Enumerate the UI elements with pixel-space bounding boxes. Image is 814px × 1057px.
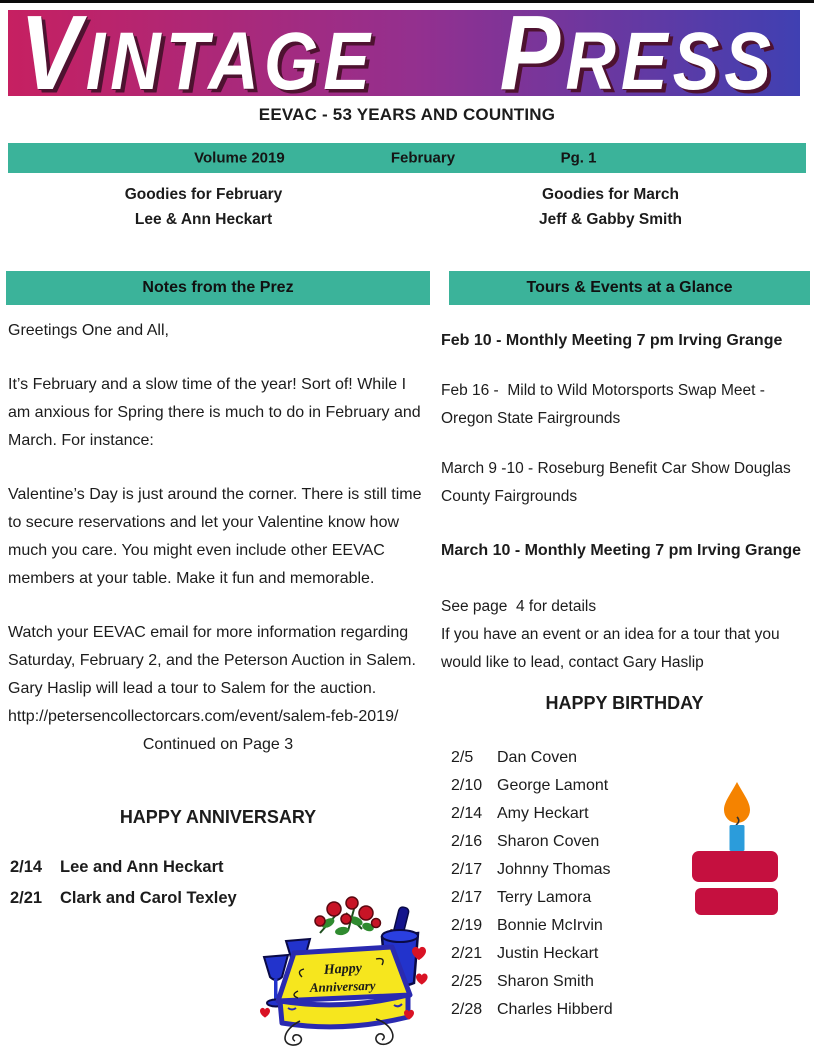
anniversary-names: Clark and Carol Texley [60, 889, 237, 907]
birthday-name: Justin Heckart [497, 945, 599, 962]
birthday-row [451, 856, 701, 884]
birthday-name: Bonnie McIrvin [497, 917, 603, 934]
notes-paragraph-text: Watch your EEVAC email for more information regarding Saturday, February 2, and the Peterson Auction in Salem. Gary Haslip will lead a tour to Salem for the auction. [8, 624, 421, 697]
goodies-march-title: Goodies for March [542, 186, 679, 203]
birthday-date: 2/10 [451, 777, 483, 794]
flame [724, 782, 750, 823]
issue-info-bar [8, 143, 806, 173]
candle [730, 825, 745, 851]
anniversary-row [10, 852, 430, 883]
birthday-name: Amy Heckart [497, 805, 589, 822]
roses-cluster [315, 897, 381, 936]
birthday-date: 2/14 [451, 805, 483, 822]
event-item: March 9 -10 - Roseburg Benefit Car Show Douglas County Fairgrounds [441, 460, 796, 505]
birthday-name: Charles Hibberd [497, 1001, 613, 1018]
auction-url-text: http://petersencollectorcars.com/event/salem-feb-2019/ [8, 708, 399, 725]
two-column-body [6, 271, 810, 1057]
cake-top-layer [692, 851, 778, 882]
birthday-name: George Lamont [497, 777, 609, 794]
events-column [439, 271, 810, 1057]
birthday-date: 2/17 [451, 889, 483, 906]
birthday-date: 2/28 [451, 1001, 483, 1018]
notes-paragraph [8, 619, 424, 731]
birthday-date: 2/16 [451, 833, 483, 850]
birthday-row [451, 968, 701, 996]
birthday-name: Sharon Smith [497, 973, 594, 990]
goodies-march-names: Jeff & Gabby Smith [539, 211, 682, 228]
birthday-heading: HAPPY BIRTHDAY [545, 693, 704, 713]
birthday-row [451, 828, 701, 856]
event-item: Feb 10 - Monthly Meeting 7 pm Irving Grange [441, 332, 783, 349]
goodies-february-block [0, 182, 407, 232]
birthday-date: 2/17 [451, 861, 483, 878]
events-section-banner: Tours & Events at a Glance [449, 271, 810, 305]
birthday-name: Dan Coven [497, 749, 578, 766]
page-number-label: Pg. 1 [560, 149, 597, 167]
birthday-row [451, 940, 701, 968]
volume-label: Volume 2019 [194, 149, 285, 167]
month-label: February [390, 149, 456, 167]
anniversary-date: 2/14 [10, 858, 43, 876]
newsletter-subtitle: EEVAC - 53 YEARS AND COUNTING [258, 105, 556, 124]
birthday-date: 2/21 [451, 945, 483, 962]
goodies-february-names: Lee & Ann Heckart [134, 211, 273, 228]
svg-text:Happy: Happy [323, 961, 363, 978]
goodies-february-title: Goodies for February [124, 186, 283, 203]
masthead-banner [8, 0, 800, 112]
anniversary-names: Lee and Ann Heckart [60, 858, 224, 876]
events-details-note: See page 4 for details [441, 598, 597, 615]
notes-greeting: Greetings One and All, [8, 322, 169, 339]
notes-paragraph: Valentine’s Day is just around the corner. There is still time to secure reservations and let your Valentine know how much you care. You might even include other EEVAC members at your table. Make it fun and memorable. [8, 486, 426, 587]
anniversary-cake-clipart [258, 893, 430, 1049]
goodies-march-block [407, 182, 814, 232]
notes-column [6, 271, 430, 1057]
notes-paragraph: It’s February and a slow time of the year! Sort of! While I am anxious for Spring there is much to do in February and March. For instance: [8, 376, 426, 449]
birthday-row [451, 744, 701, 772]
birthday-row [451, 800, 701, 828]
birthday-name: Sharon Coven [497, 833, 600, 850]
birthday-row [451, 912, 701, 940]
birthday-row [451, 996, 701, 1024]
continued-note: Continued on Page 3 [142, 736, 294, 753]
cake-bottom-layer [695, 888, 778, 915]
birthday-cake-clipart [691, 781, 781, 919]
birthday-name: Terry Lamora [497, 889, 592, 906]
birthday-name: Johnny Thomas [497, 861, 611, 878]
birthday-row [451, 884, 701, 912]
event-item: March 10 - Monthly Meeting 7 pm Irving Grange [441, 542, 802, 559]
svg-text:Anniversary: Anniversary [309, 977, 376, 995]
masthead-title-word-1: VINTAGE [20, 0, 375, 112]
masthead-title-word-2: PRESS [499, 0, 776, 112]
event-item: Feb 16 - Mild to Wild Motorsports Swap Meet - Oregon State Fairgrounds [441, 382, 770, 427]
birthday-date: 2/25 [451, 973, 483, 990]
anniversary-heading: HAPPY ANNIVERSARY [119, 807, 317, 827]
birthday-row [451, 772, 701, 800]
goodies-row [0, 182, 814, 232]
birthday-list [451, 744, 701, 1024]
notes-section-banner: Notes from the Prez [6, 271, 430, 305]
birthday-date: 2/5 [451, 749, 474, 766]
events-contact-note: If you have an event or an idea for a tour that you would like to lead, contact Gary Haslip [441, 626, 784, 671]
birthday-date: 2/19 [451, 917, 483, 934]
anniversary-date: 2/21 [10, 889, 43, 907]
